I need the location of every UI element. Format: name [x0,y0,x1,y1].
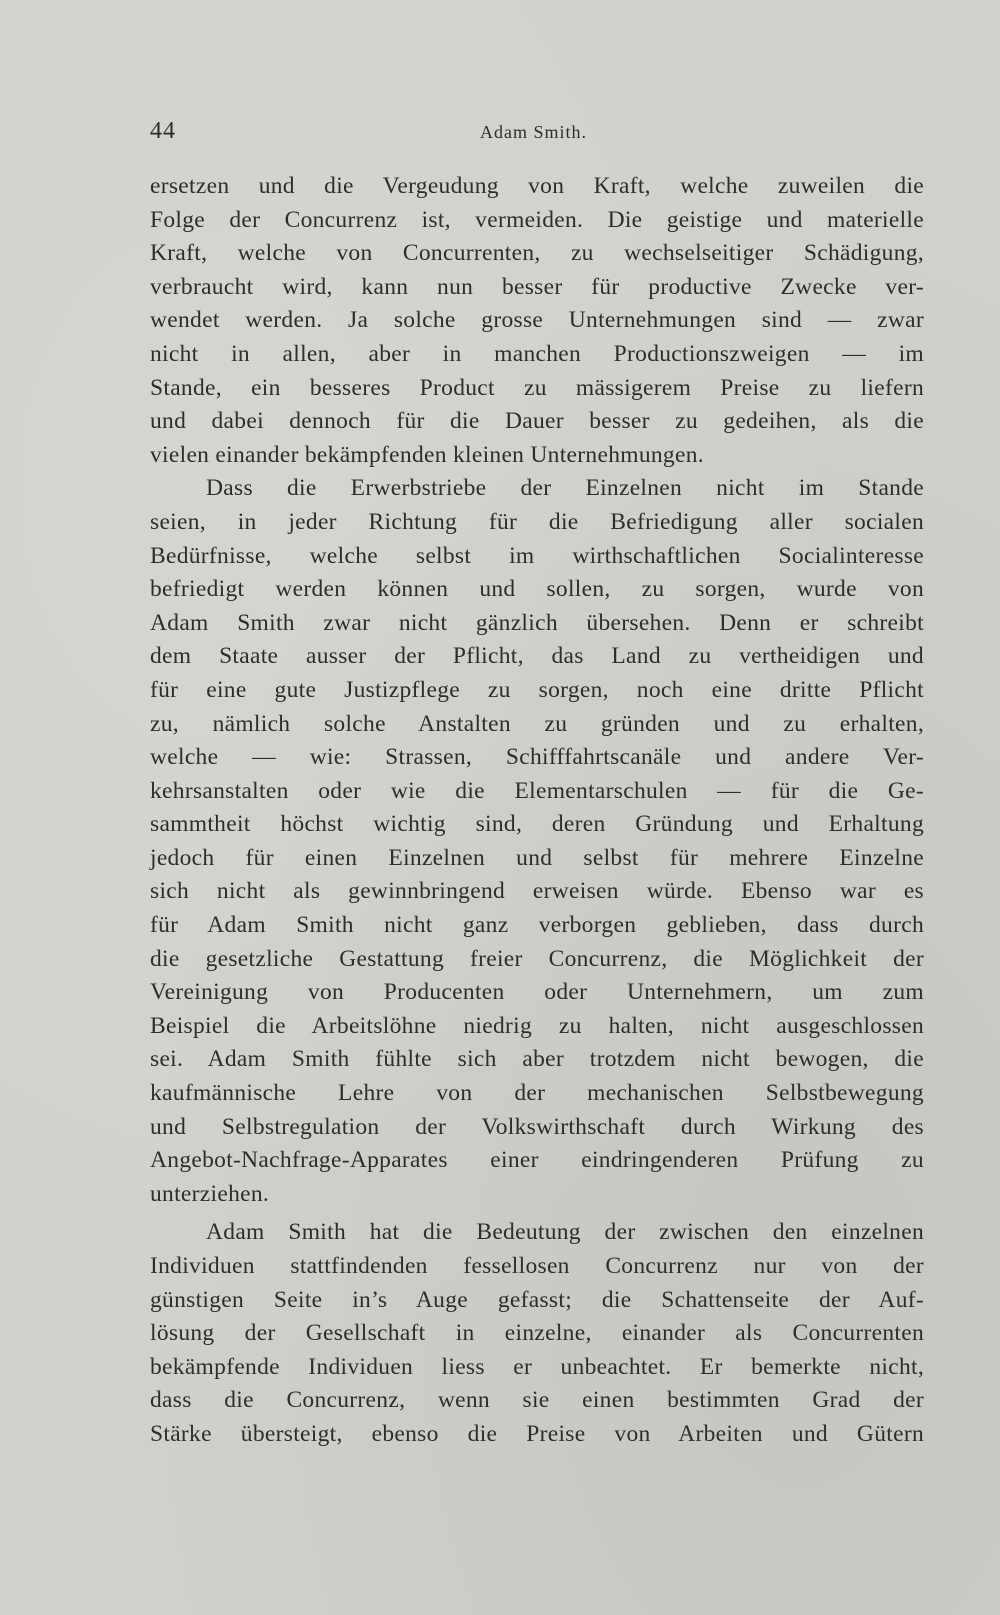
text-line: Dass die Erwerbstriebe der Einzelnen nicht im Stande [206,475,924,502]
paragraph [150,472,924,1211]
text-line: sammtheit höchst wichtig sind, deren Gründung und Erhaltung [150,811,924,838]
page-number: 44 [150,118,176,144]
text-line: Beispiel die Arbeitslöhne niedrig zu halten, nicht ausgeschlossen [150,1012,924,1039]
text-line: dass die Concurrenz, wenn sie einen bestimmten Grad der [150,1387,924,1414]
text-line: sei. Adam Smith fühlte sich aber trotzdem nicht bewogen, die [150,1046,924,1073]
text-line: sich nicht als gewinnbringend erweisen würde. Ebenso war es [150,878,924,905]
text-line: Individuen stattfindenden fessellosen Concurrenz nur von der [150,1253,924,1279]
body-text [150,170,924,1452]
text-line: unterziehen. [150,1180,270,1207]
page-header [150,118,920,148]
text-line: kehrsanstalten oder wie die Elementarschulen — für die Ge- [150,777,924,804]
text-line: jedoch für einen Einzelnen und selbst für mehrere Einzelne [150,844,924,871]
text-line: vielen einander bekämpfenden kleinen Unternehmungen. [150,441,704,468]
text-line: Folge der Concurrenz ist, vermeiden. Die geistige und materielle [150,206,924,233]
text-line: Adam Smith zwar nicht gänzlich übersehen. Denn er schreibt [150,609,924,636]
text-line: ersetzen und die Vergeudung von Kraft, welche zuweilen die [150,173,924,199]
text-line: Stärke übersteigt, ebenso die Preise von Arbeiten und Gütern [150,1420,924,1447]
text-line: kaufmännische Lehre von der mechanischen Selbstbewegung [150,1080,924,1107]
text-line: befriedigt werden können und sollen, zu sorgen, wurde von [150,576,924,603]
paragraph [150,1216,924,1451]
text-line: zu, nämlich solche Anstalten zu gründen und zu erhalten, [150,710,924,737]
text-line: bekämpfende Individuen liess er unbeachtet. Er bemerkte nicht, [150,1353,924,1380]
text-line: Stande, ein besseres Product zu mässigerem Preise zu liefern [150,374,924,401]
text-line: wendet werden. Ja solche grosse Unternehmungen sind — zwar [150,307,924,334]
text-line: welche — wie: Strassen, Schifffahrtscanäle und andere Ver- [150,744,924,771]
text-line: dem Staate ausser der Pflicht, das Land zu vertheidigen und [150,643,924,670]
text-line: für eine gute Justizpflege zu sorgen, noch eine dritte Pflicht [150,676,924,703]
text-line: und dabei dennoch für die Dauer besser zu gedeihen, als die [150,408,924,435]
text-line: und Selbstregulation der Volkswirthschaft durch Wirkung des [150,1113,924,1140]
text-line: seien, in jeder Richtung für die Befriedigung aller socialen [150,508,924,535]
paragraph [150,170,924,472]
text-line: günstigen Seite in’s Auge gefasst; die Schattenseite der Auf- [150,1286,924,1313]
text-line: die gesetzliche Gestattung freier Concurrenz, die Möglichkeit der [150,945,924,972]
text-line: Adam Smith hat die Bedeutung der zwischen den einzelnen [206,1219,924,1246]
text-line: Vereinigung von Producenten oder Unternehmern, um zum [150,979,924,1006]
text-line: nicht in allen, aber in manchen Productionszweigen — im [150,340,924,367]
text-line: für Adam Smith nicht ganz verborgen geblieben, dass durch [150,912,924,939]
text-line: Angebot-Nachfrage-Apparates einer eindringenderen Prüfung zu [150,1147,924,1174]
text-line: verbraucht wird, kann nun besser für productive Zwecke ver- [150,273,924,300]
running-head: Adam Smith. [480,122,588,142]
text-line: lösung der Gesellschaft in einzelne, einander als Concurrenten [150,1320,924,1347]
text-line: Bedürfnisse, welche selbst im wirthschaftlichen Socialinteresse [150,542,924,569]
text-line: Kraft, welche von Concurrenten, zu wechselseitiger Schädigung, [150,240,924,267]
